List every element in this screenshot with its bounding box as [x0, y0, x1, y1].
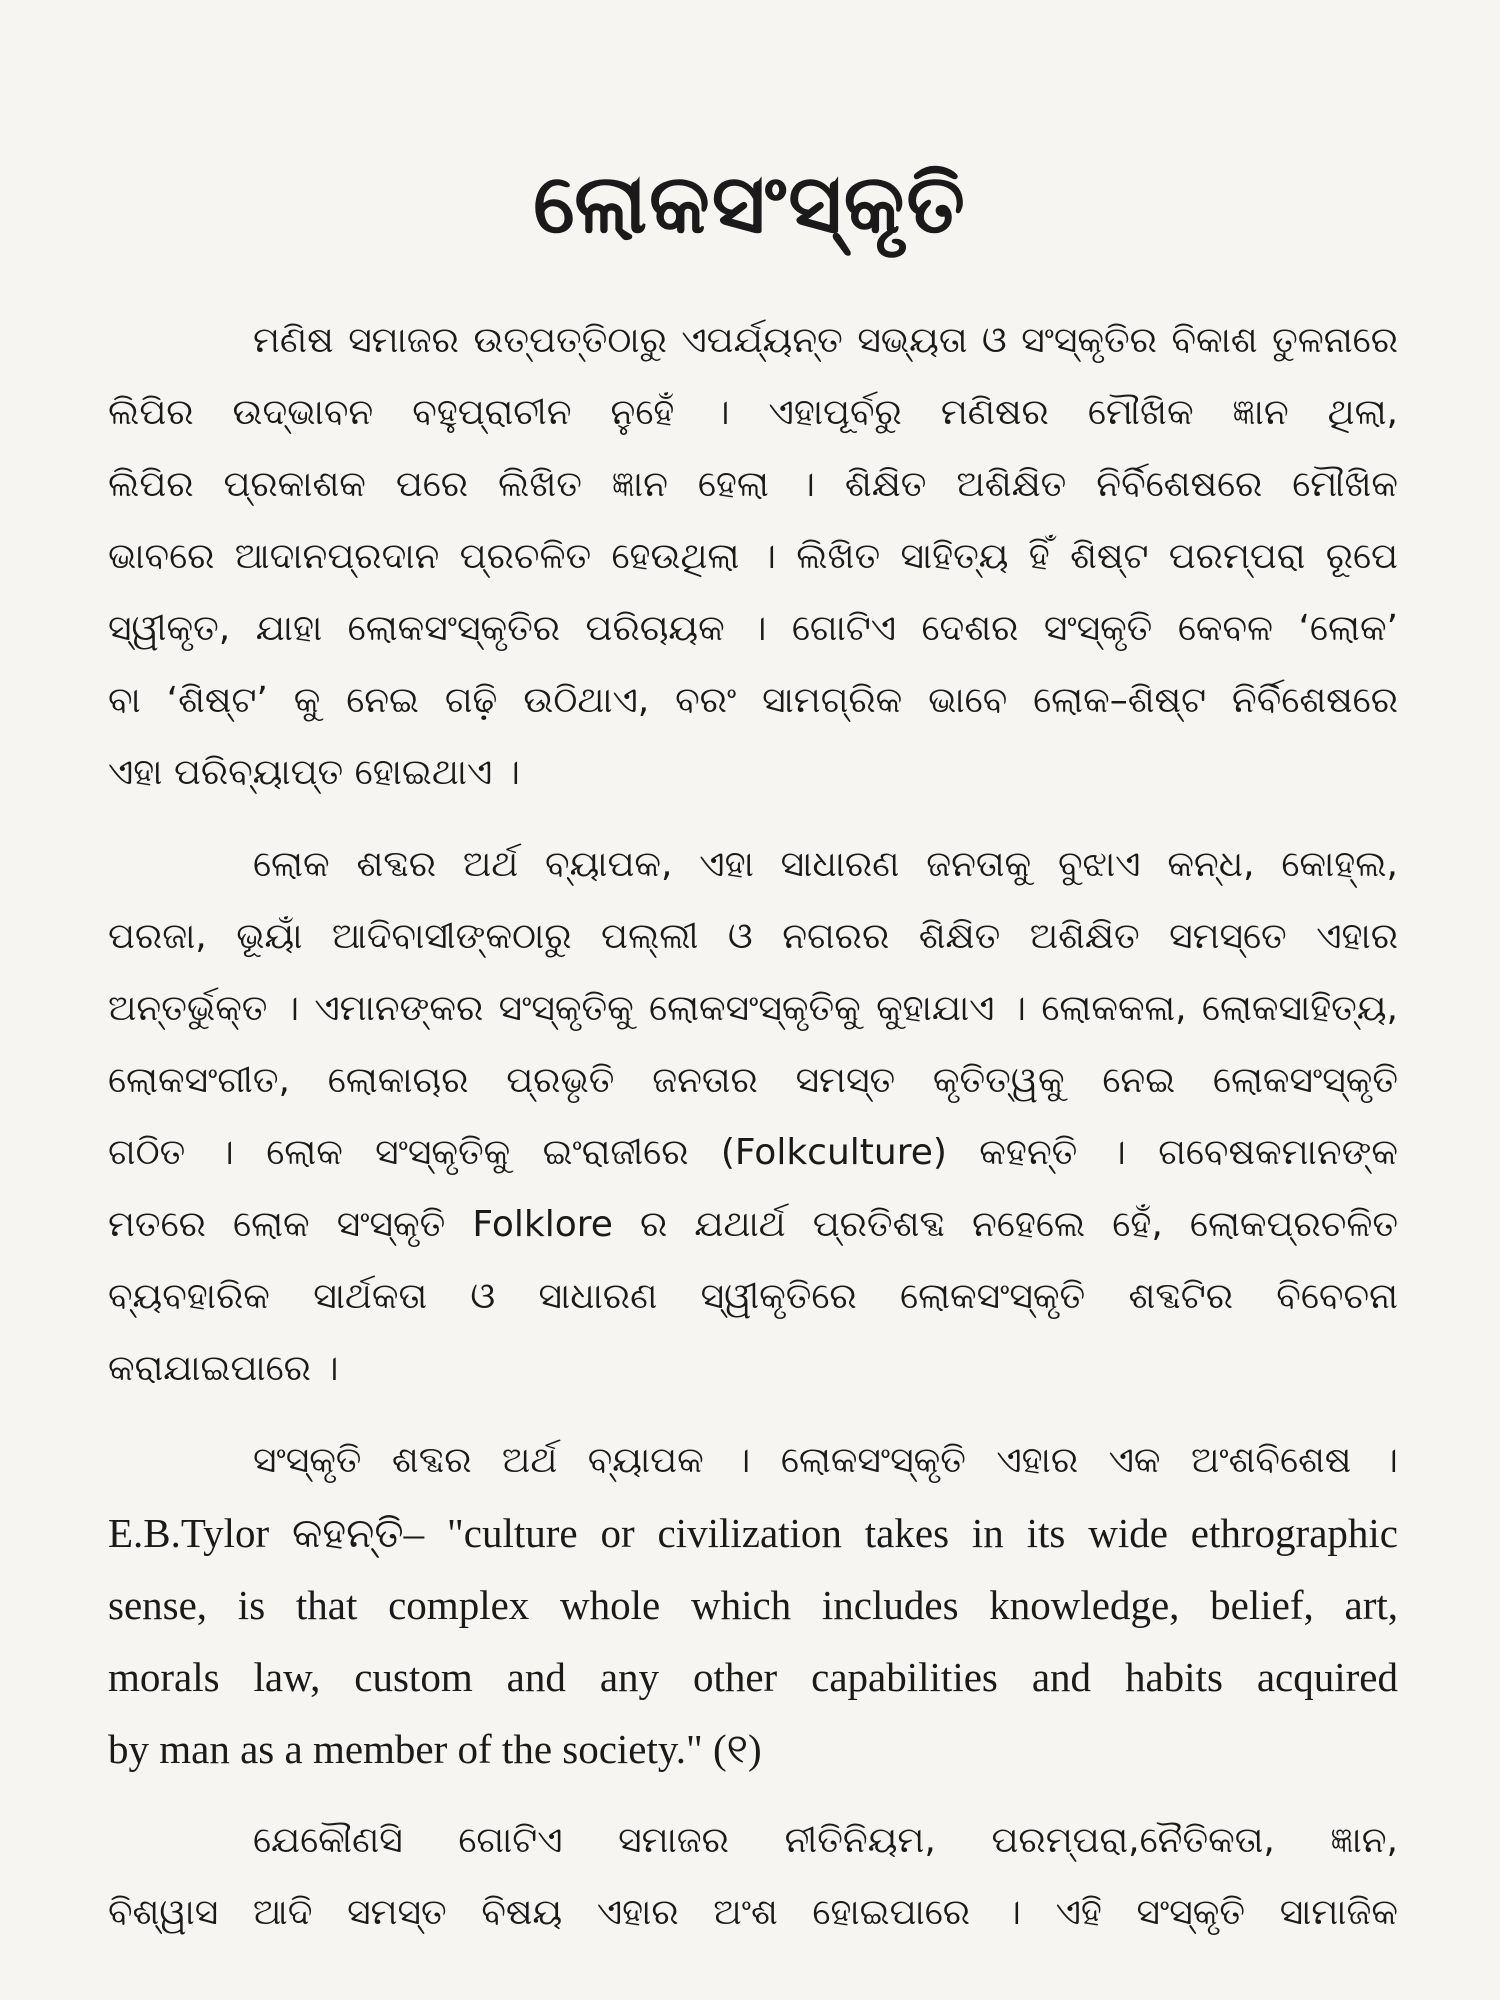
paragraph-gap	[108, 1405, 1398, 1425]
quote-line: sense, is that complex whole which includes knowledge, belief, art,	[108, 1582, 1398, 1628]
text-line: ଭାବରେ ଆଦାନପ୍ରଦାନ ପ୍ରଚଳିତ ହେଉଥିଲା । ଲିଖିତ ସାହିତ୍ୟ ହିଁ ଶିଷ୍ଟ ପରମ୍ପରା ରୂପେ	[108, 536, 1398, 577]
paragraph-2	[108, 829, 1398, 1405]
paragraph-3	[108, 1425, 1398, 1785]
quote-line: E.B.Tylor କହନ୍ତି– "culture or civilization takes in its wide ethrographic	[108, 1510, 1398, 1556]
text-line: ବିଶ୍ୱାସ ଆଦି ସମସ୍ତ ବିଷୟ ଏହାର ଅଂଶ ହୋଇପାରେ । ଏହି ସଂସ୍କୃତି ସାମାଜିକ	[108, 1892, 1398, 1933]
paragraph-4	[108, 1805, 1398, 1949]
paragraph-gap	[108, 1785, 1398, 1805]
text-line: ଯେକୌଣସି ଗୋଟିଏ ସମାଜର ନୀତିନିୟମ, ପରମ୍ପରା,ନୈତିକତା, ଜ୍ଞାନ,	[253, 1820, 1398, 1861]
text-line: ଲୋକସଂଗୀତ, ଲୋକାଚାର ପ୍ରଭୃତି ଜନତାର ସମସ୍ତ କୃତିତ୍ୱକୁ ନେଇ ଲୋକସଂସ୍କୃତି	[108, 1060, 1398, 1101]
text-line: ପରଜା, ଭୂୟାଁ ଆଦିବାସୀଙ୍କଠାରୁ ପଲ୍ଲୀ ଓ ନଗରର ଶିକ୍ଷିତ ଅଶିକ୍ଷିତ ସମସ୍ତେ ଏହାର	[108, 916, 1398, 957]
quote-line: morals law, custom and any other capabilities and habits acquired	[108, 1654, 1398, 1700]
page-body	[108, 305, 1398, 1949]
text-line: ଗଠିତ । ଲୋକ ସଂସ୍କୃତିକୁ ଇଂରାଜୀରେ (Folkculture) କହନ୍ତି । ଗବେଷକମାନଙ୍କ	[108, 1132, 1398, 1173]
text-line: ଏହା ପରିବ୍ୟାପ୍ତ ହୋଇଥାଏ ।	[108, 752, 520, 793]
text-line: ଲିପିର ପ୍ରକାଶକ ପରେ ଲିଖିତ ଜ୍ଞାନ ହେଲା । ଶିକ୍ଷିତ ଅଶିକ୍ଷିତ ନିର୍ବିଶେଷରେ ମୌଖିକ	[108, 464, 1398, 505]
text-line: ବା ‘ଶିଷ୍ଟ’ କୁ ନେଇ ଗଢ଼ି ଉଠିଥାଏ, ବରଂ ସାମଗ୍ରିକ ଭାବେ ଲୋକ–ଶିଷ୍ଟ ନିର୍ବିଶେଷରେ	[108, 680, 1398, 721]
text-line: ସ୍ୱୀକୃତ, ଯାହା ଲୋକସଂସ୍କୃତିର ପରିଚାୟକ । ଗୋଟିଏ ଦେଶର ସଂସ୍କୃତି କେବଳ ‘ଲୋକ’	[108, 608, 1398, 649]
text-line: କରାଯାଇପାରେ ।	[108, 1348, 339, 1389]
paragraph-1	[108, 305, 1398, 809]
text-line: ବ୍ୟବହାରିକ ସାର୍ଥକତା ଓ ସାଧାରଣ ସ୍ୱୀକୃତିରେ ଲୋକସଂସ୍କୃତି ଶବ୍ଦଟିର ବିବେଚନା	[108, 1276, 1398, 1317]
text-line: ସଂସ୍କୃତି ଶବ୍ଦର ଅର୍ଥ ବ୍ୟାପକ । ଲୋକସଂସ୍କୃତି ଏହାର ଏକ ଅଂଶବିଶେଷ ।	[253, 1440, 1398, 1481]
text-line: ଲୋକ ଶବ୍ଦର ଅର୍ଥ ବ୍ୟାପକ, ଏହା ସାଧାରଣ ଜନତାକୁ ବୁଝାଏ କନ୍ଧ, କୋହ୍ଲ,	[253, 844, 1398, 885]
text-line: ଲିପିର ଉଦ୍ଭାବନ ବହୁପ୍ରାଚୀନ ନୁହେଁ । ଏହାପୂର୍ବରୁ ମଣିଷର ମୌଖିକ ଜ୍ଞାନ ଥିଲା,	[108, 392, 1398, 433]
text-line: ଅନ୍ତର୍ଭୁକ୍ତ । ଏମାନଙ୍କର ସଂସ୍କୃତିକୁ ଲୋକସଂସ୍କୃତିକୁ କୁହାଯାଏ । ଲୋକକଳା, ଲୋକସାହିତ୍ୟ,	[108, 988, 1398, 1029]
quote-line: by man as a member of the society." (୧)	[108, 1726, 762, 1772]
page-title: ଲୋକସଂସ୍କୃତି	[533, 157, 967, 252]
paragraph-gap	[108, 809, 1398, 829]
text-line: ମତରେ ଲୋକ ସଂସ୍କୃତି Folklore ର ଯଥାର୍ଥ ପ୍ରତିଶବ୍ଦ ନହେଲେ ହେଁ, ଲୋକପ୍ରଚଳିତ	[108, 1204, 1398, 1245]
text-line: ମଣିଷ ସମାଜର ଉତ୍ପତ୍ତିଠାରୁ ଏପର୍ଯ୍ୟନ୍ତ ସଭ୍ୟତା ଓ ସଂସ୍କୃତିର ବିକାଶ ତୁଳନାରେ	[253, 320, 1398, 361]
